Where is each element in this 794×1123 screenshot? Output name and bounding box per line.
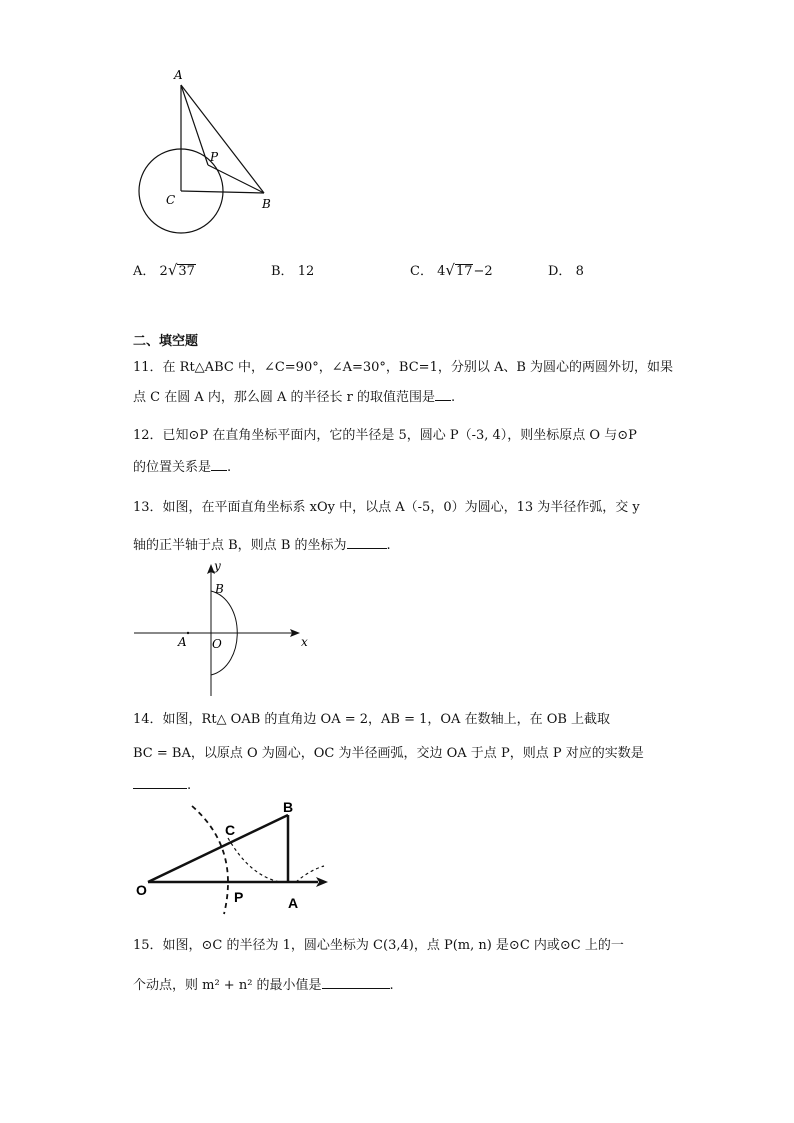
option-a: A． 2√37 — [133, 261, 195, 279]
segment-pb — [208, 165, 264, 193]
label-b: B — [215, 582, 224, 596]
figure-q13 — [130, 558, 315, 700]
figure-q10 — [130, 65, 280, 240]
q12-line1: 12．已知⊙P 在直角坐标平面内，它的半径是 5，圆心 P（-3, 4），则坐标原点 O 与⊙P — [133, 428, 637, 443]
point-a — [187, 632, 189, 634]
q12-line2 — [133, 458, 231, 478]
q14-line3 — [133, 776, 191, 796]
q12-answer-blank[interactable] — [211, 458, 227, 471]
q13-line2-text: 轴的正半轴于点 B，则点 B 的坐标为 — [133, 538, 347, 553]
q14-answer-blank[interactable] — [133, 776, 187, 789]
option-a-coef: 2 — [159, 264, 168, 279]
label-b: B — [262, 197, 271, 211]
label-c: C — [166, 193, 176, 207]
q14-line1: 14．如图，Rt△ OAB 的直角边 OA = 2，AB = 1，OA 在数轴上，在 OB 上截取 — [133, 712, 611, 727]
option-d-value: 8 — [575, 264, 584, 279]
figure-q14 — [130, 798, 330, 916]
segment-ab — [181, 85, 264, 193]
option-c-tail: −2 — [473, 264, 493, 279]
q15-line2 — [133, 976, 394, 996]
q11-end: . — [451, 390, 456, 405]
q15-line2-text: 个动点，则 m² + n² 的最小值是 — [133, 978, 322, 993]
label-c: C — [225, 822, 236, 838]
q13-line2 — [133, 536, 391, 556]
q12-line2-text: 的位置关系是 — [133, 460, 212, 475]
option-b-letter: B． — [271, 264, 294, 279]
q15-line1: 15．如图，⊙C 的半径为 1，圆心坐标为 C(3,4)，点 P(m, n) 是⊙C 内或⊙C 上的一 — [133, 938, 624, 953]
option-a-letter: A． — [133, 264, 156, 279]
label-a: A — [174, 68, 183, 82]
arc-c-dashed — [192, 806, 228, 914]
segment-ap — [181, 85, 208, 165]
q12-end: . — [227, 460, 232, 475]
option-d-letter: D． — [548, 264, 572, 279]
label-o: O — [136, 882, 147, 898]
q11-line1: 11．在 Rt△ABC 中，∠C=90°，∠A=30°，BC=1，分别以 A、B 为圆心的两圆外切，如果 — [133, 360, 674, 375]
option-a-radicand: 37 — [178, 264, 195, 279]
q11-answer-blank[interactable] — [435, 388, 451, 401]
option-b — [271, 260, 314, 279]
q13-answer-blank[interactable] — [347, 536, 387, 549]
option-c: C． 4√17−2 — [410, 261, 493, 279]
q14-line2: BC = BA，以原点 O 为圆心，OC 为半径画弧，交边 OA 于点 P，则点 P 对应的实数是 — [133, 746, 644, 761]
label-b: B — [283, 799, 294, 815]
option-c-letter: C． — [410, 264, 433, 279]
q11-line2-text: 点 C 在圆 A 内，那么圆 A 的半径长 r 的取值范围是 — [133, 390, 435, 405]
label-y: y — [214, 559, 221, 573]
label-x: x — [301, 635, 308, 649]
label-o: O — [212, 637, 222, 651]
option-b-value: 12 — [297, 264, 315, 279]
label-p: P — [210, 150, 219, 164]
q13-end: . — [386, 538, 391, 553]
option-c-coef: 4 — [437, 264, 446, 279]
q15-end: . — [389, 978, 394, 993]
label-a: A — [288, 895, 299, 911]
section-title: 二、填空题 — [133, 334, 199, 349]
segment-ob — [148, 815, 288, 882]
q14-end: . — [187, 778, 192, 793]
option-c-radicand: 17 — [455, 264, 473, 279]
label-p: P — [234, 889, 244, 905]
label-a: A — [178, 635, 187, 649]
arc-p-dashed — [228, 838, 280, 882]
option-d — [548, 260, 584, 279]
q13-line1: 13．如图，在平面直角坐标系 xOy 中，以点 A（-5，0）为圆心，13 为半径作弧，交 y — [133, 500, 640, 515]
q15-answer-blank[interactable] — [322, 976, 390, 989]
q11-line2 — [133, 388, 455, 408]
